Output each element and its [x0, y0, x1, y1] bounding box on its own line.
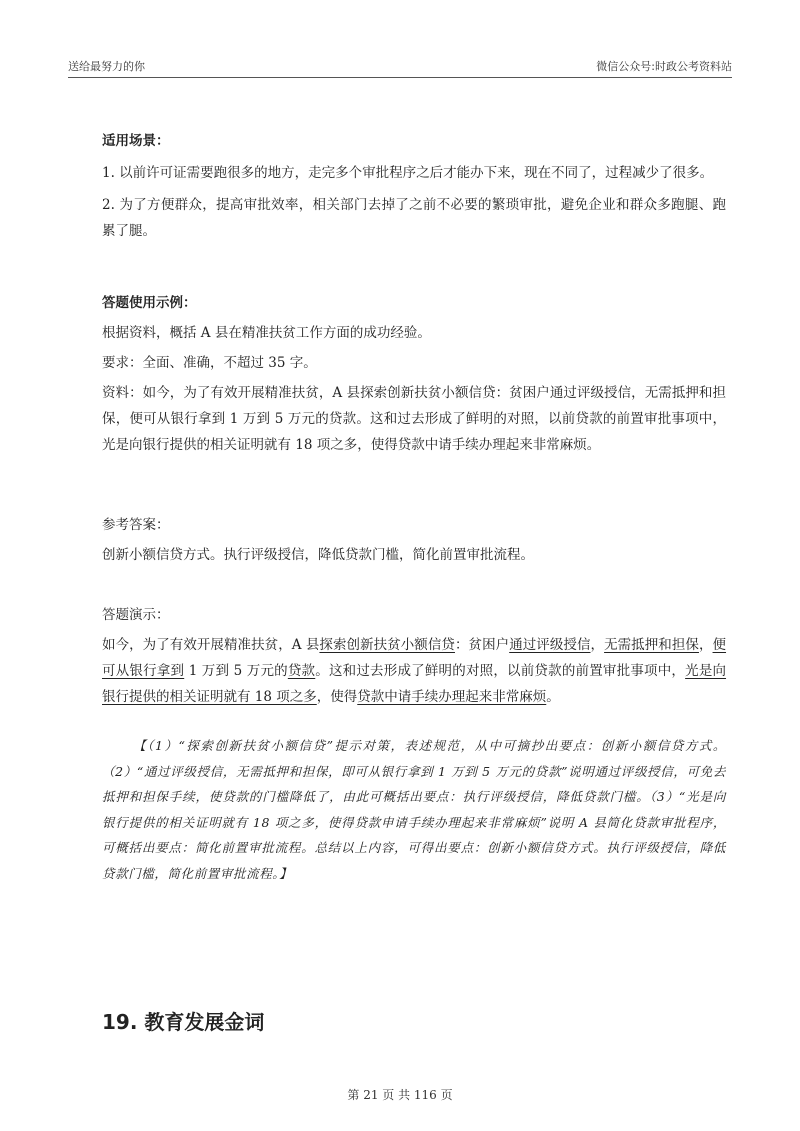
section-title: 19. 教育发展金词	[102, 1010, 265, 1034]
reference-section	[102, 512, 726, 568]
page-header	[68, 56, 732, 76]
example-requirement: 要求：全面、准确，不超过 35 字。	[102, 355, 317, 371]
analysis-note-text: 【（1）“探索创新扶贫小额信贷”提示对策，表述规范，从中可摘抄出要点：创新小额信贷方式。（2）“通过评级授信，无需抵押和担保，即可从银行拿到 1 万到 5 万元的贷款”说明通过评级授信，可免去抵押和担保手续，使贷款的门槛降低了，由此可概括出要点：执行评级授信，降低贷款门槛。（3）“光是向银行提供的相关证明就有 18 项之多，使得贷款申请手续办理起来非常麻烦”说明 A 县简化贷款审批程序，可概括出要点：简化前置审批流程。总结以上内容，可得出要点：创新小额信贷方式。执行评级授信，降低贷款门槛，简化前置审批流程。】	[102, 738, 726, 881]
example-material: 资料：如今，为了有效开展精准扶贫，A 县探索创新扶贫小额信贷：贫困户通过评级授信，无需抵押和担保，便可从银行拿到 1 万到 5 万元的贷款。这和过去形成了鲜明的对照，以前贷款的前置审批事项中，光是向银行提供的相关证明就有 18 项之多，使得贷款中请手续办理起来非常麻烦。	[102, 385, 726, 453]
text-segment: 。	[546, 689, 560, 705]
analysis-note	[102, 733, 726, 886]
example-section	[102, 290, 726, 458]
scenario-item-1: 1. 以前许可证需要跑很多的地方，走完多个审批程序之后才能办下来，现在不同了，过程减少了很多。	[102, 165, 714, 181]
header-divider	[68, 77, 732, 78]
example-prompt: 根据资料，概括 A 县在精准扶贫工作方面的成功经验。	[102, 325, 431, 341]
underlined-phrase: 无需抵押和担保	[604, 637, 699, 653]
demo-section	[102, 602, 726, 710]
underlined-phrase: 贷款中请手续办理起来非常麻烦	[357, 689, 547, 705]
text-segment: 。这和过去形成了鲜明的对照，以前贷款的前置审批事项中，	[315, 663, 686, 679]
underlined-phrase: 通过评级授信	[509, 637, 591, 653]
page-number: 第 21 页 共 116 页	[347, 1088, 453, 1102]
scenario-heading: 适用场景：	[102, 133, 170, 149]
reference-heading: 参考答案：	[102, 517, 170, 533]
text-segment: ，	[698, 637, 713, 653]
text-segment: 如今，为了有效开展精准扶贫，A 县	[102, 637, 320, 653]
header-left-text: 送给最努力的你	[68, 60, 145, 73]
reference-text: 创新小额信贷方式。执行评级授信，降低贷款门槛，简化前置审批流程。	[102, 547, 534, 563]
demo-heading: 答题演示：	[102, 607, 170, 623]
text-segment: ：贫困户	[454, 637, 510, 653]
scenario-item-2: 2. 为了方便群众，提高审批效率，相关部门去掉了之前不必要的繁琐审批，避免企业和群众多跑腿、跑累了腿。	[102, 197, 726, 239]
scenario-section	[102, 128, 726, 244]
text-segment: ，使得	[316, 689, 358, 705]
underlined-phrase: 探索创新扶贫小额信贷	[319, 637, 455, 653]
demo-paragraph	[102, 632, 726, 710]
underlined-phrase: 光是向银行提供的相关证明就有 18 项之多	[102, 663, 727, 705]
underlined-phrase: 贷款	[287, 663, 316, 679]
header-right-text: 微信公众号:时政公考资料站	[596, 60, 732, 73]
text-segment: 1 万到 5 万元的	[184, 663, 288, 679]
example-heading: 答题使用示例：	[102, 295, 197, 311]
underlined-phrase: 便可从银行拿到	[102, 637, 727, 679]
text-segment: ，	[590, 637, 605, 653]
